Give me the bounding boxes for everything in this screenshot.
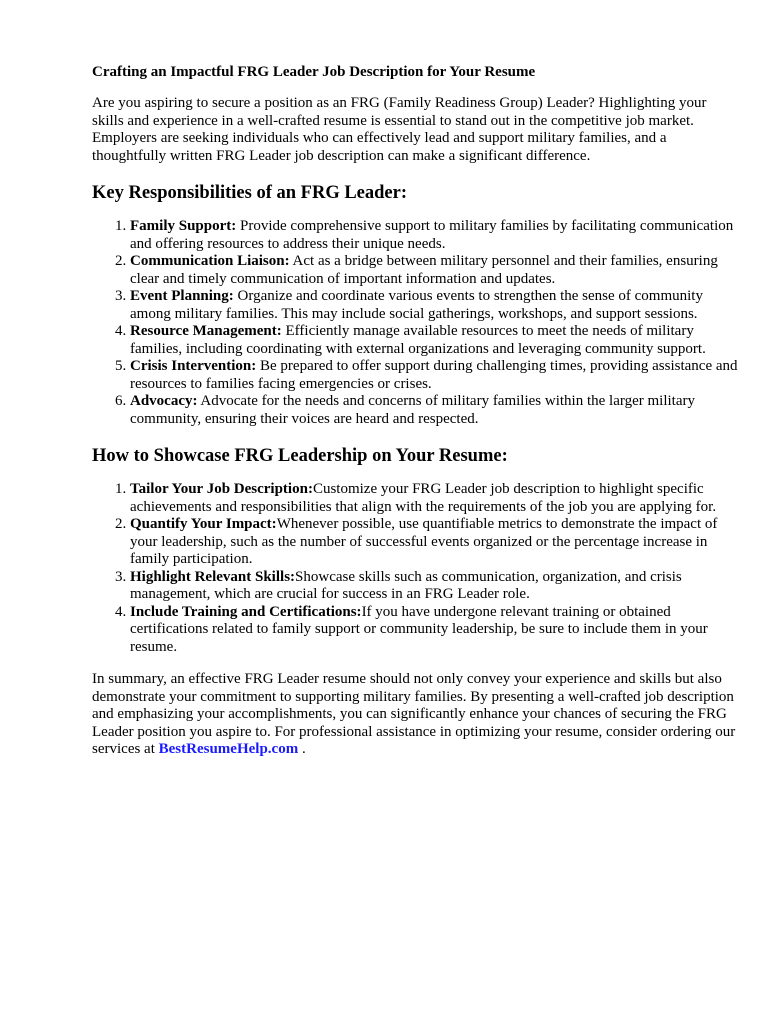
intro-paragraph: Are you aspiring to secure a position as an FRG (Family Readiness Group) Leader? Highlighting your skills and experience in a well-crafted resume is essential to stand out in the competitive job market. Employers are seeking individuals who can effectively lead and support military families, and a thoughtfully written FRG Leader job description can make a significant difference. [92, 95, 707, 164]
list-item [130, 253, 738, 288]
list-item [130, 569, 738, 604]
list-item [130, 358, 738, 393]
best-resume-help-link[interactable]: BestResumeHelp.com [158, 741, 299, 757]
list-item [130, 323, 738, 358]
list-item-text: Showcase skills such as communication, organization, and crisis management, which are crucial for success in an FRG Leader role. [130, 568, 682, 602]
section-heading-responsibilities: Key Responsibilities of an FRG Leader: [92, 183, 408, 203]
list-item-term: Resource Management: [130, 323, 282, 339]
list-item [130, 393, 738, 428]
list-item-term: Tailor Your Job Description: [130, 481, 313, 497]
list-item-text: If you have undergone relevant training or obtained certifications related to family support or community leadership, be sure to include them in your resume. [130, 603, 708, 655]
list-item-term: Advocacy: [130, 393, 198, 409]
list-item [130, 604, 738, 657]
list-item-term: Communication Liaison: [130, 253, 290, 269]
list-item [130, 481, 738, 516]
list-item-text: Efficiently manage available resources to meet the needs of military families, including coordinating with external organizations and leveraging community support. [130, 323, 706, 357]
list-item-text: Provide comprehensive support to military families by facilitating communication and offering resources to address their unique needs. [130, 218, 734, 252]
list-item-text: Be prepared to offer support during challenging times, providing assistance and resources to families facing emergencies or crises. [130, 358, 738, 392]
page-title: Crafting an Impactful FRG Leader Job Description for Your Resume [92, 64, 536, 80]
list-item-text: Customize your FRG Leader job description to highlight specific achievements and responsibilities that align with the requirements of the job you are applying for. [130, 481, 717, 515]
list-item-text: Act as a bridge between military personnel and their families, ensuring clear and timely communication of important information and updates. [130, 253, 718, 287]
list-item [130, 288, 738, 323]
list-item [130, 516, 738, 569]
list-item-term: Event Planning: [130, 288, 234, 304]
summary-end: . [298, 741, 306, 757]
list-item-term: Crisis Intervention: [130, 358, 257, 374]
list-item [130, 218, 738, 253]
summary-paragraph [92, 671, 738, 759]
responsibilities-list [92, 218, 738, 428]
list-item-term: Quantify Your Impact: [130, 516, 277, 532]
list-item-term: Highlight Relevant Skills: [130, 568, 296, 585]
list-item-text: Whenever possible, use quantifiable metrics to demonstrate the impact of your leadership, such as the number of successful events organized or the percentage increase in family participation. [130, 516, 718, 567]
list-item-text: Advocate for the needs and concerns of military families within the larger military community, ensuring their voices are heard and respected. [130, 393, 695, 427]
list-item-term: Include Training and Certifications: [130, 603, 362, 620]
list-item-text: Organize and coordinate various events to strengthen the sense of community among military families. This may include social gatherings, workshops, and support sessions. [130, 288, 703, 322]
showcase-list [92, 481, 738, 656]
section-heading-showcase: How to Showcase FRG Leadership on Your Resume: [92, 446, 508, 466]
summary-text: In summary, an effective FRG Leader resume should not only convey your experience and skills but also demonstrate your commitment to supporting military families. By presenting a well-crafted job description and emphasizing your accomplishments, you can significantly enhance your chances of securing the FRG Leader position you aspire to. For professional assistance in optimizing your resume, consider ordering our services at [92, 671, 736, 757]
list-item-term: Family Support: [130, 218, 237, 234]
